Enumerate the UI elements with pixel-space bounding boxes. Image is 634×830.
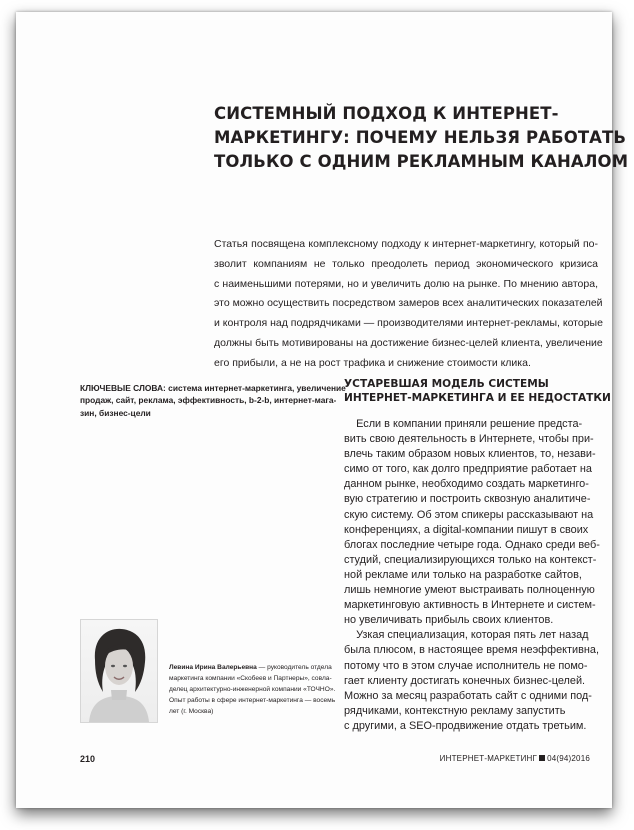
body-line: Узкая специализация, которая пять лет назад bbox=[344, 629, 589, 642]
heading-line: ИНТЕРНЕТ-МАРКЕТИНГА И ЕЕ НЕДОСТАТКИ bbox=[344, 392, 611, 405]
author-name: Левина Ирина Валерьевна bbox=[169, 664, 257, 671]
body-line: данном рынке, необходимо создать маркетинго- bbox=[344, 478, 589, 491]
body-line: влечь таким образом новых клиентов, то, незави- bbox=[344, 448, 596, 461]
article-abstract bbox=[214, 235, 603, 374]
body-line: рядчиками, контекстную рекламу запустить bbox=[344, 704, 566, 717]
author-line: Опыт работы в сфере интернет-маркетинга — восемь bbox=[169, 696, 336, 704]
body-text bbox=[344, 417, 600, 734]
keywords-line: продаж, сайт, реклама, эффективность, b-2-b, интернет-мага- bbox=[80, 395, 337, 406]
keywords-line bbox=[80, 382, 346, 394]
author-bio bbox=[169, 663, 341, 718]
issue-number: 04(94)2016 bbox=[547, 754, 590, 763]
journal-name: ИНТЕРНЕТ-МАРКЕТИНГ bbox=[439, 754, 538, 763]
author-line bbox=[169, 663, 341, 674]
body-line: студий, специализирующихся только на контекст- bbox=[344, 553, 597, 566]
article-title bbox=[214, 102, 629, 174]
page-number: 210 bbox=[80, 754, 96, 764]
body-line: гает клиенту достигать конечных бизнес-целей. bbox=[344, 674, 586, 687]
body-line: Можно за месяц разработать сайт с одними под- bbox=[344, 689, 592, 702]
body-line: скую систему. Об этом спикеры рассказывают на bbox=[344, 508, 594, 521]
section-heading bbox=[344, 377, 611, 406]
abstract-line: должны быть мотивированы на достижение бизнес-целей клиента, увеличение bbox=[214, 336, 603, 349]
author-line: маркетинга компании «Скобеев и Партнеры», совла- bbox=[169, 674, 332, 682]
square-bullet-icon bbox=[539, 755, 545, 761]
keywords-label: КЛЮЧЕВЫЕ СЛОВА: bbox=[80, 383, 166, 393]
abstract-line: зволит компаниям не только преодолеть период экономического кризиса bbox=[214, 257, 598, 270]
body-line: блогах последние четыре года. Однако среди веб- bbox=[344, 538, 600, 551]
keywords-text: система интернет-маркетинга, увеличение bbox=[165, 383, 346, 393]
body-line: вить свою деятельность в Интернете, чтобы при- bbox=[344, 433, 594, 446]
running-footer bbox=[440, 754, 590, 763]
author-line: лет (г. Москва) bbox=[169, 707, 214, 715]
body-line: но увеличивать прибыль своих клиентов. bbox=[344, 614, 554, 627]
heading-line: УСТАРЕВШАЯ МОДЕЛЬ СИСТЕМЫ bbox=[344, 378, 549, 390]
body-line: потому что в этом случае исполнитель не помо- bbox=[344, 659, 588, 672]
abstract-line: это можно осуществить посредством замеров всех аналитических показателей bbox=[214, 297, 603, 310]
title-line: ТОЛЬКО С ОДНИМ РЕКЛАМНЫМ КАНАЛОМ bbox=[214, 152, 629, 171]
keywords-line: зин, бизнес-цели bbox=[80, 407, 151, 418]
author-portrait-icon bbox=[81, 620, 157, 722]
body-line: конференциях, а digital-компании пишут в своих bbox=[344, 523, 589, 536]
body-line: была плюсом, в настоящее время неэффективна, bbox=[344, 644, 599, 657]
keywords-block bbox=[80, 382, 346, 419]
title-line: СИСТЕМНЫЙ ПОДХОД К ИНТЕРНЕТ- bbox=[214, 104, 559, 123]
body-line: вую стратегию и построить сквозную аналитиче- bbox=[344, 493, 591, 506]
abstract-line: его прибыли, а не на рост трафика и снижение стоимости клика. bbox=[214, 356, 531, 369]
abstract-line: с наименьшими потерями, но и увеличить долю на рынке. По мнению автора, bbox=[214, 277, 598, 290]
abstract-line: и контроля над подрядчиками — производителями интернет-рекламы, которые bbox=[214, 317, 603, 330]
body-line: Если в компании приняли решение предста- bbox=[344, 418, 583, 430]
body-line: маркетинговую активность в Интернете и систем- bbox=[344, 599, 596, 612]
body-line: лишь немногие умеют выстраивать полноценную bbox=[344, 584, 595, 597]
abstract-line: Статья посвящена комплексному подходу к интернет-маркетингу, который по- bbox=[214, 238, 598, 250]
title-line: МАРКЕТИНГУ: ПОЧЕМУ НЕЛЬЗЯ РАБОТАТЬ bbox=[214, 128, 627, 147]
body-line: с другими, а SEO-продвижение отдать третьим. bbox=[344, 719, 587, 732]
author-photo bbox=[80, 619, 158, 723]
body-line: симо от того, как долго предприятие работает на bbox=[344, 463, 592, 476]
author-line: делец архитектурно-инженерной компании «ТОЧНО». bbox=[169, 685, 336, 693]
body-line: ной рекламе или только на разработке сайтов, bbox=[344, 568, 582, 581]
journal-page bbox=[16, 12, 629, 808]
author-role: — руководитель отдела bbox=[256, 664, 332, 671]
